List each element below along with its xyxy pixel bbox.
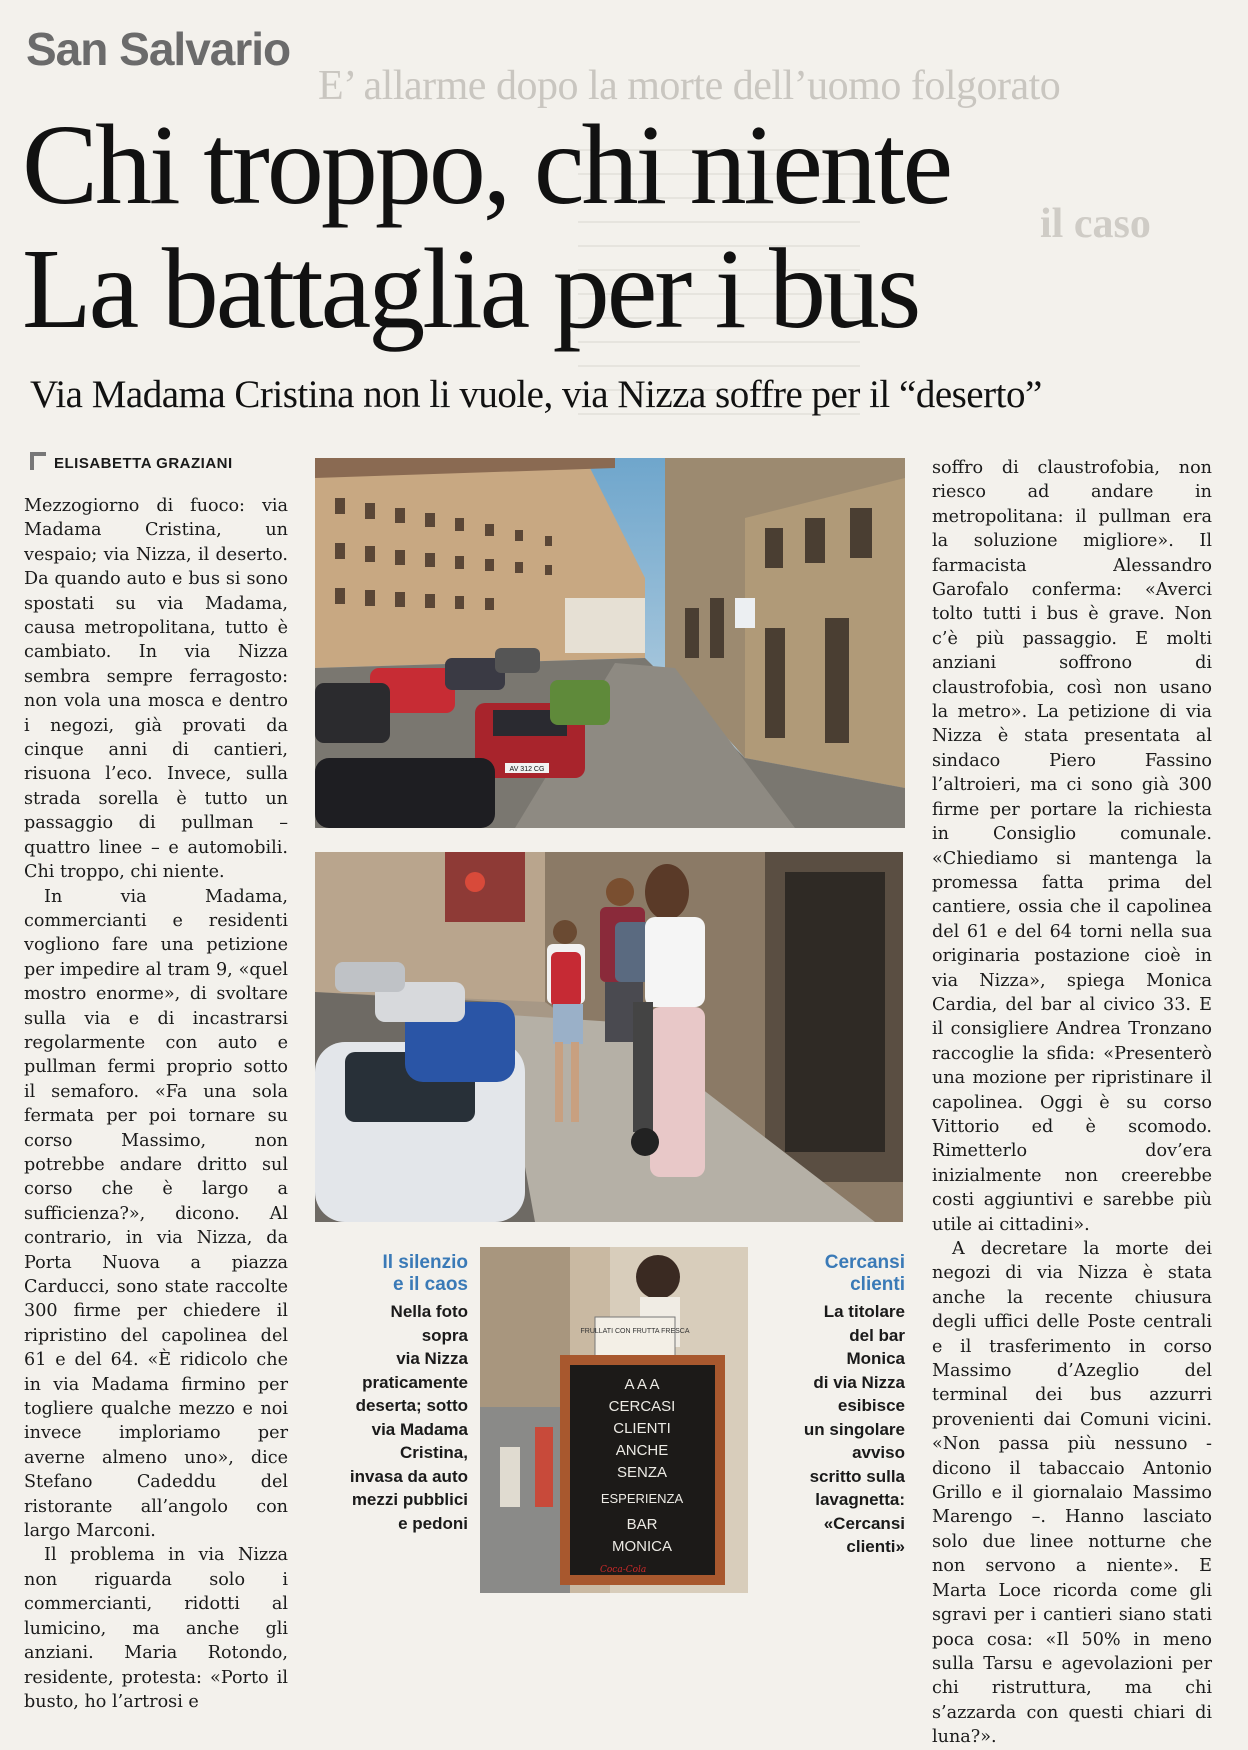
- byline-mark-icon: [30, 452, 46, 470]
- coca-cola-logo: Coca-Cola: [600, 1565, 647, 1575]
- caption-line: praticamente: [362, 1372, 468, 1392]
- caption-line: deserta; sotto: [355, 1396, 468, 1415]
- caption-line: Nella foto: [390, 1302, 468, 1321]
- paragraph: A decretare la morte dei negozi di via Nizza è stata anche la recente chiusura degli uffici delle Poste centrali e il trasferimento in corso Massimo d’Azeglio del terminal dei bus azzurri provenienti dai Comuni vicini. «Non passa più nessuno - dicono il tabaccaio Antonio Grillo e il giornalaio Massimo Marengo –. Hanno lasciato solo due linee notturne che non servono a niente». E Marta Loce ricorda come gli sgravi per i cantieri siano stati poca cosa: «Il 50% in meno sulla Tarsu e agevolazioni per chi ristruttura, ma chi s’azzarda con questi chiari di luna?».: [932, 1239, 1212, 1748]
- caption-line: via Madama: [371, 1419, 468, 1439]
- caption-line: invasa da auto: [349, 1466, 468, 1486]
- photo-chalkboard: [480, 1247, 748, 1593]
- byline-author: ELISABETTA GRAZIANI: [54, 455, 233, 472]
- chalkboard-line: CLIENTI: [613, 1420, 671, 1437]
- caption-line: un singolare: [803, 1419, 905, 1439]
- caption-line: clienti»: [846, 1537, 905, 1556]
- chalkboard-line: ANCHE: [615, 1442, 669, 1459]
- caption-line: sopra: [421, 1325, 468, 1345]
- caption-line: Monica: [846, 1349, 905, 1368]
- subheadline: Via Madama Cristina non li vuole, via Nizza soffre per il “deserto”: [30, 373, 1042, 416]
- paragraph: soffro di claustrofobia, non riesco ad andare in metropolitana: il pullman era la soluzione migliore». Il farmacista Alessandro Garofalo conferma: «Averci tolto tutti i bus è grave. Non c’è più passaggio. E molti anziani soffrono di claustrofobia, così non usano la metro». La petizione di via Nizza è stata presentata al sindaco Piero Fassino l’altroieri, ma ci sono già 300 firme per portare la richiesta in Consiglio comunale. «Chiediamo si mantenga la promessa fatta prima del cantiere, ossia che il capolinea del 61 e del 64 torni nella sua originaria postazione cioè in via Nizza», spiega Monica Cardia, del bar al civico 33. E il consigliere Andrea Tronzano raccoglie la sfida: «Presenterò una mozione per ripristinare il capolinea. Oggi è su corso Vittorio ed è scomodo. Rimetterlo dov’era inizialmente non creerebbe costi aggiuntivi e sarebbe più utile ai cittadini».: [932, 458, 1212, 1235]
- caption-line: scritto sulla: [809, 1466, 905, 1486]
- paragraph: Il problema in via Nizza non riguarda solo i commercianti, ridotti al lumicino, ma anche gli anziani. Maria Rotondo, residente, protesta: «Porto il busto, ho l’artrosi e: [24, 1545, 288, 1712]
- caption-line: La titolare: [823, 1302, 905, 1321]
- caption-line: e pedoni: [398, 1513, 468, 1533]
- caption-line: esibisce: [837, 1396, 905, 1415]
- caption-line: mezzi pubblici: [351, 1490, 468, 1509]
- article-column-left: [24, 494, 288, 1714]
- car-plate: AV 312 CG: [509, 766, 545, 773]
- photo-via-nizza: [315, 458, 905, 828]
- headline-line-2: La battaglia per i bus: [22, 225, 919, 352]
- bleed-through-headline: E’ allarme dopo la morte dell’uomo folgorato: [318, 63, 1061, 109]
- caption-line: avviso: [852, 1443, 905, 1462]
- chalkboard-line: CERCASI: [608, 1398, 676, 1415]
- paragraph: Mezzogiorno di fuoco: via Madama Cristina, un vespaio; via Nizza, il deserto. Da quando auto e bus si sono spostati su via Madama, causa metropolitana, tutto è cambiato. In via Nizza sembra sempre ferragosto: non vola una mosca e dentro i negozi, già provati da cinque anni di cantieri, risuona l’eco. Invece, sulla strada sorella è tutto un passaggio di pullman – quattro linee – e automobili. Chi troppo, chi niente.: [24, 496, 288, 883]
- chalkboard-line: MONICA: [612, 1538, 672, 1555]
- chalkboard-line: A A A: [624, 1376, 660, 1393]
- caption-left-title: Il silenzio e il caos: [382, 1252, 468, 1295]
- caption-left: [318, 1252, 468, 1535]
- chalkboard-line: BAR: [626, 1516, 658, 1533]
- caption-line: del bar: [849, 1325, 905, 1345]
- byline: [30, 452, 233, 472]
- section-kicker: San Salvario: [26, 23, 291, 75]
- caption-line: Cristina,: [399, 1443, 468, 1462]
- bleed-through-il-caso: il caso: [1040, 201, 1151, 247]
- photo-via-madama-cristina: [315, 852, 903, 1222]
- caption-line: via Nizza: [396, 1349, 468, 1368]
- caption-right-title: Cercansi clienti: [824, 1252, 905, 1295]
- caption-line: di via Nizza: [813, 1372, 905, 1392]
- caption-right: [755, 1252, 905, 1559]
- chalkboard-line: ESPERIENZA: [600, 1491, 684, 1506]
- article-column-right: [932, 456, 1212, 1750]
- caption-line: «Cercansi: [823, 1513, 905, 1533]
- headline-line-1: Chi troppo, chi niente: [22, 101, 951, 228]
- chalkboard-sign-top: FRULLATI CON FRUTTA FRESCA: [580, 1328, 690, 1335]
- paragraph: In via Madama, commercianti e residenti vogliono fare una petizione per impedire al tram 9, «quel mostro enorme», di svoltare sulla via e di incastrarsi regolarmente con auto e pullman fermi proprio sotto il semaforo. «Fa una sola fermata per poi tornare su corso Massimo, non potrebbe andare dritto sul corso che è largo a sufficienza?», dicono. Al contrario, in via Nizza, da Porta Nuova a piazza Carducci, sono state raccolte 300 firme per chiedere il ripristino del capolinea del 61 e del 64. «È ridicolo che in via Madama firmino per togliere qualche mezzo e noi invece imploriamo per averne almeno uno», dice Stefano Cadeddu del ristorante all’angolo con largo Marconi.: [24, 886, 288, 1542]
- chalkboard-line: SENZA: [616, 1464, 668, 1481]
- caption-line: lavagnetta:: [815, 1490, 905, 1509]
